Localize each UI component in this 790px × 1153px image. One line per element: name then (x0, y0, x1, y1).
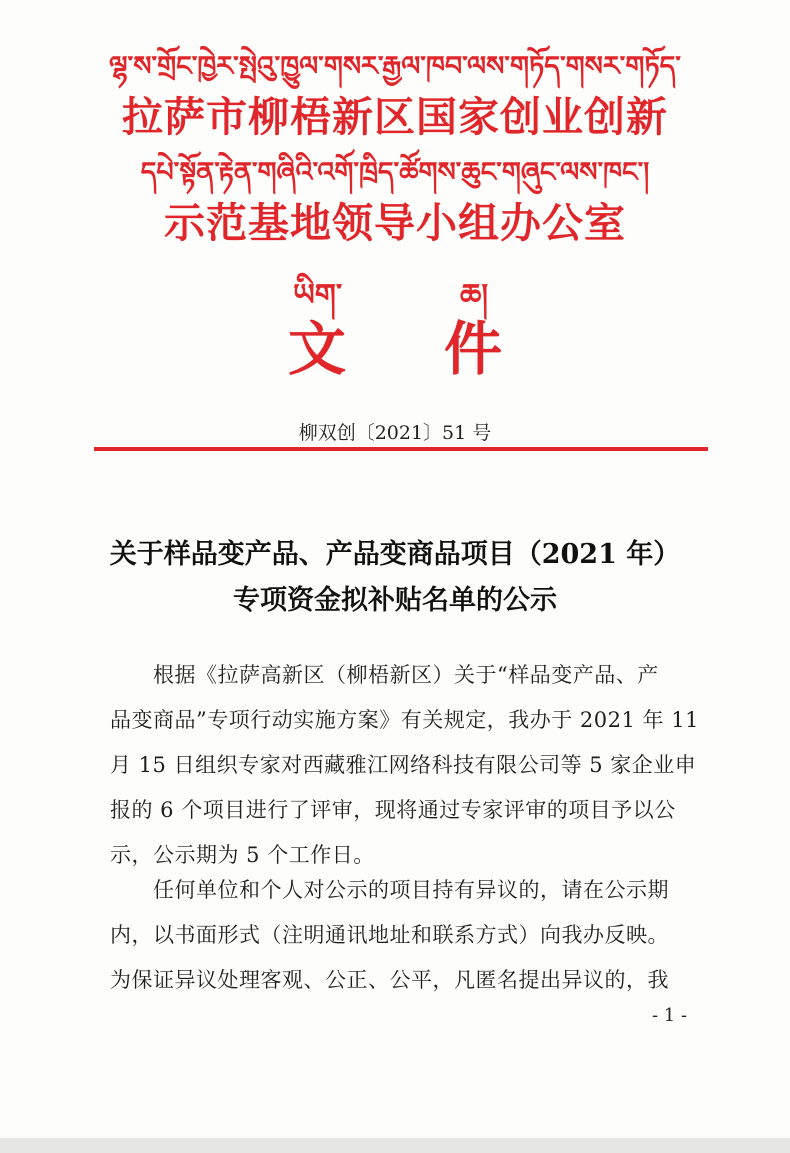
bottom-edge (0, 1138, 790, 1153)
issuer-name-line-1: 拉萨市柳梧新区国家创业创新 (122, 93, 668, 141)
tibetan-header-line-2: དཔེ་སྟོན་རྟེན་གཞིའི་འགོ་ཁྲིད་ཚོགས་ཆུང་གཞུང་ལས་ཁང་། (140, 157, 650, 188)
jian-character: 件 (444, 315, 503, 383)
issuer-name-line-2: 示范基地领导小组办公室 (164, 199, 626, 247)
tibetan-header-line-1: ལྷ་ས་གྲོང་ཁྱེར་སྤེའུ་ཁྱུལ་གསར་རྒྱལ་ཁབ་ལས་གཏོད་གསར་གཏོད་ (109, 51, 681, 82)
red-divider-line (94, 447, 708, 451)
body-line-6: 任何单位和个人对公示的项目持有异议的，请在公示期 (153, 878, 669, 902)
tibetan-wen-right: ཆ། (460, 278, 489, 313)
document-title-line-2: 专项资金拟补贴名单的公示 (233, 585, 557, 616)
body-line-2: 品变商品”专项行动实施方案》有关规定，我办于 2021 年 11 (110, 708, 699, 732)
body-line-5: 示，公示期为 5 个工作日。 (110, 843, 375, 867)
body-line-7: 内，以书面形式（注明通讯地址和联系方式）向我办反映。 (110, 923, 669, 947)
tibetan-wen-left: ཡིག་ (293, 278, 343, 313)
document-title-line-1: 关于样品变产品、产品变商品项目（2021 年） (109, 539, 681, 570)
document-number: 柳双创〔2021〕51 号 (298, 422, 492, 444)
body-line-8: 为保证异议处理客观、公正、公平，凡匿名提出异议的，我 (110, 968, 669, 992)
page-number: - 1 - (652, 1005, 688, 1026)
wen-character: 文 (288, 315, 347, 383)
body-line-4: 报的 6 个项目进行了评审，现将通过专家评审的项目予以公 (110, 798, 676, 822)
body-line-1: 根据《拉萨高新区（柳梧新区）关于“样品变产品、产 (153, 663, 659, 687)
body-line-3: 月 15 日组织专家对西藏雅江网络科技有限公司等 5 家企业申 (110, 753, 697, 777)
